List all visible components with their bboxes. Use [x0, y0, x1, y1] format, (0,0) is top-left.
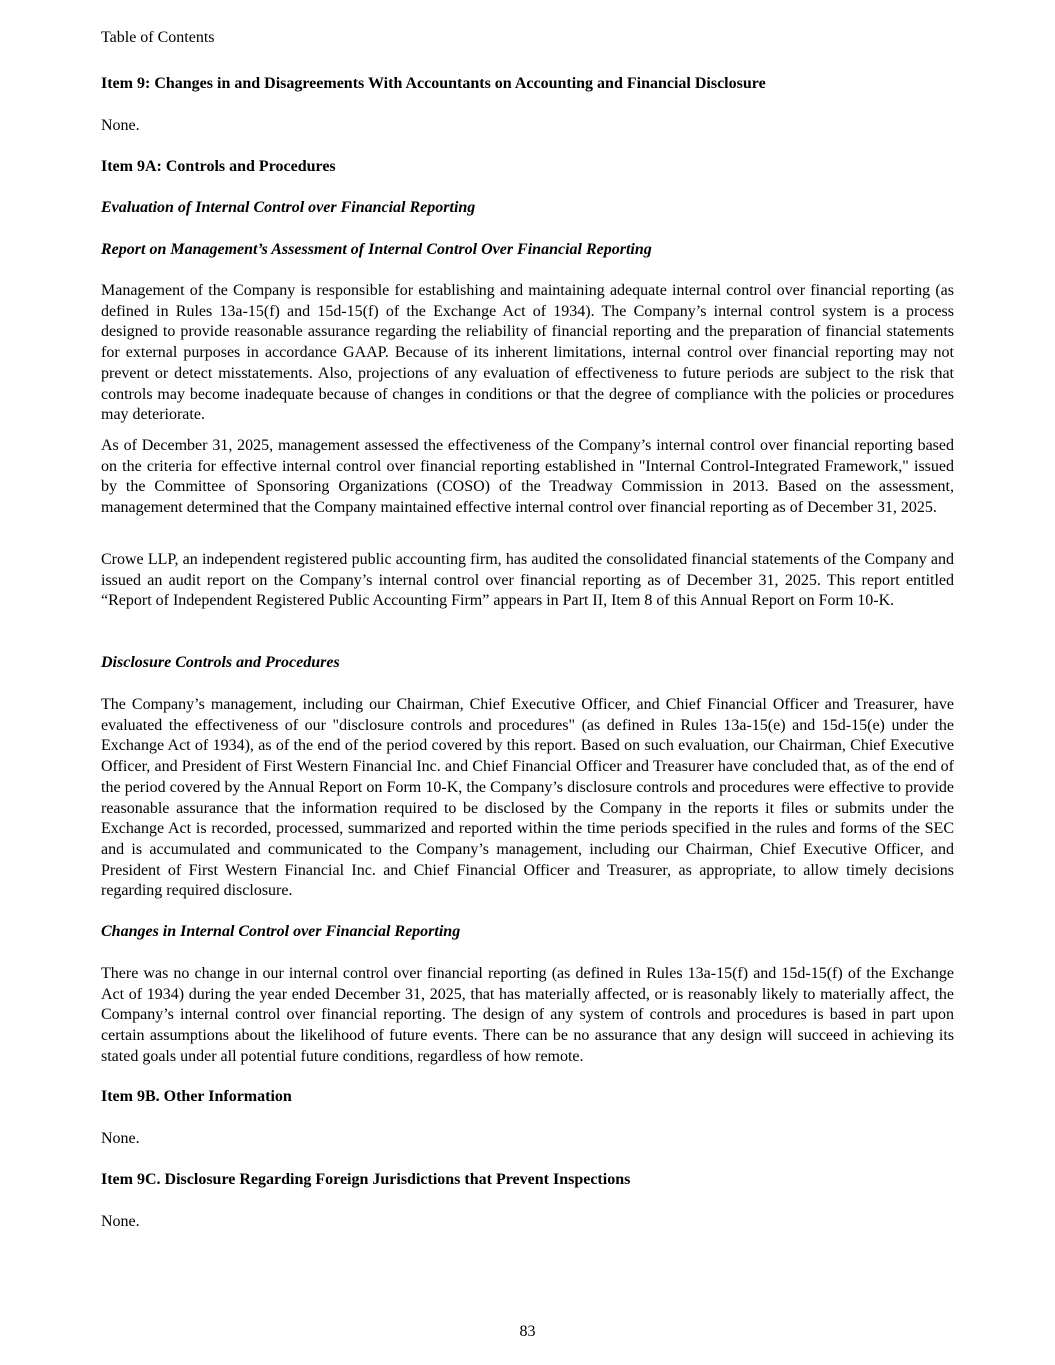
item-9c-body: None.: [101, 1213, 140, 1230]
management-assessment-paragraph: As of December 31, 2025, management assessed the effectiveness of the Company’s internal control over financial reporting based on the criteria for effective internal control over financial reporting established in "Internal Control-Integrated Framework," issued by the Committee of Sponsoring Organizations (COSO) of the Treadway Commission in 2013. Based on the assessment, management determined that the Company maintained effective internal control over financial reporting as of December 31, 2025.: [101, 437, 954, 517]
item-9a-heading: Item 9A: Controls and Procedures: [101, 158, 336, 175]
item-9-heading: Item 9: Changes in and Disagreements With Accountants on Accounting and Financial Disclosure: [101, 75, 766, 92]
table-of-contents-link[interactable]: Table of Contents: [101, 29, 215, 46]
evaluation-subheading: Evaluation of Internal Control over Financial Reporting: [101, 199, 476, 216]
changes-internal-control-paragraph: There was no change in our internal control over financial reporting (as defined in Rules 13a-15(f) and 15d-15(f) of the Exchange Act of 1934) during the year ended December 31, 2025, that has materially affected, or is reasonably likely to materially affect, the Company’s internal control over financial reporting. The design of any system of controls and procedures is based in part upon certain assumptions about the likelihood of future events. There can be no assurance that any design will succeed in achieving its stated goals under all potential future conditions, regardless of how remote.: [101, 965, 954, 1065]
management-responsibility-paragraph: Management of the Company is responsible for establishing and maintaining adequate internal control over financial reporting (as defined in Rules 13a-15(f) and 15d-15(f) of the Exchange Act of 1934). The Company’s internal control system is a process designed to provide reasonable assurance regarding the reliability of financial reporting and the preparation of financial statements for external purposes in accordance GAAP. Because of its inherent limitations, internal control over financial reporting may not prevent or detect misstatements. Also, projections of any evaluation of effectiveness to future periods are subject to the risk that controls may become inadequate because of changes in conditions or that the degree of compliance with the policies or procedures may deteriorate.: [101, 282, 954, 424]
crowe-audit-paragraph: Crowe LLP, an independent registered public accounting firm, has audited the consolidated financial statements of the Company and issued an audit report on the Company’s internal control over financial reporting as of December 31, 2025. This report entitled “Report of Independent Registered Public Accounting Firm” appears in Part II, Item 8 of this Annual Report on Form 10-K.: [101, 551, 954, 610]
item-9-body: None.: [101, 117, 140, 134]
item-9b-heading: Item 9B. Other Information: [101, 1088, 292, 1105]
item-9c-heading: Item 9C. Disclosure Regarding Foreign Jurisdictions that Prevent Inspections: [101, 1171, 631, 1188]
page-number: 83: [519, 1323, 536, 1340]
item-9b-body: None.: [101, 1130, 140, 1147]
disclosure-controls-subheading: Disclosure Controls and Procedures: [101, 654, 340, 671]
disclosure-controls-paragraph: The Company’s management, including our Chairman, Chief Executive Officer, and Chief Financial Officer and Treasurer, have evaluated the effectiveness of our "disclosure controls and procedures" (as defined in Rules 13a-15(e) and 15d-15(e) under the Exchange Act of 1934), as of the end of the period covered by this report. Based on such evaluation, our Chairman, Chief Executive Officer, and President of First Western Financial Inc. and Chief Financial Officer and Treasurer have concluded that, as of the end of the period covered by the Annual Report on Form 10-K, the Company’s disclosure controls and procedures were effective to provide reasonable assurance that the information required to be disclosed by the Company in the reports it files or submits under the Exchange Act is recorded, processed, summarized and reported within the time periods specified in the rules and forms of the SEC and is accumulated and communicated to the Company’s management, including our Chairman, Chief Executive Officer, and President of First Western Financial Inc. and Chief Financial Officer and Treasurer, as appropriate, to allow timely decisions regarding required disclosure.: [101, 696, 954, 900]
changes-internal-control-subheading: Changes in Internal Control over Financial Reporting: [101, 923, 461, 940]
report-assessment-subheading: Report on Management’s Assessment of Internal Control Over Financial Reporting: [101, 241, 652, 258]
